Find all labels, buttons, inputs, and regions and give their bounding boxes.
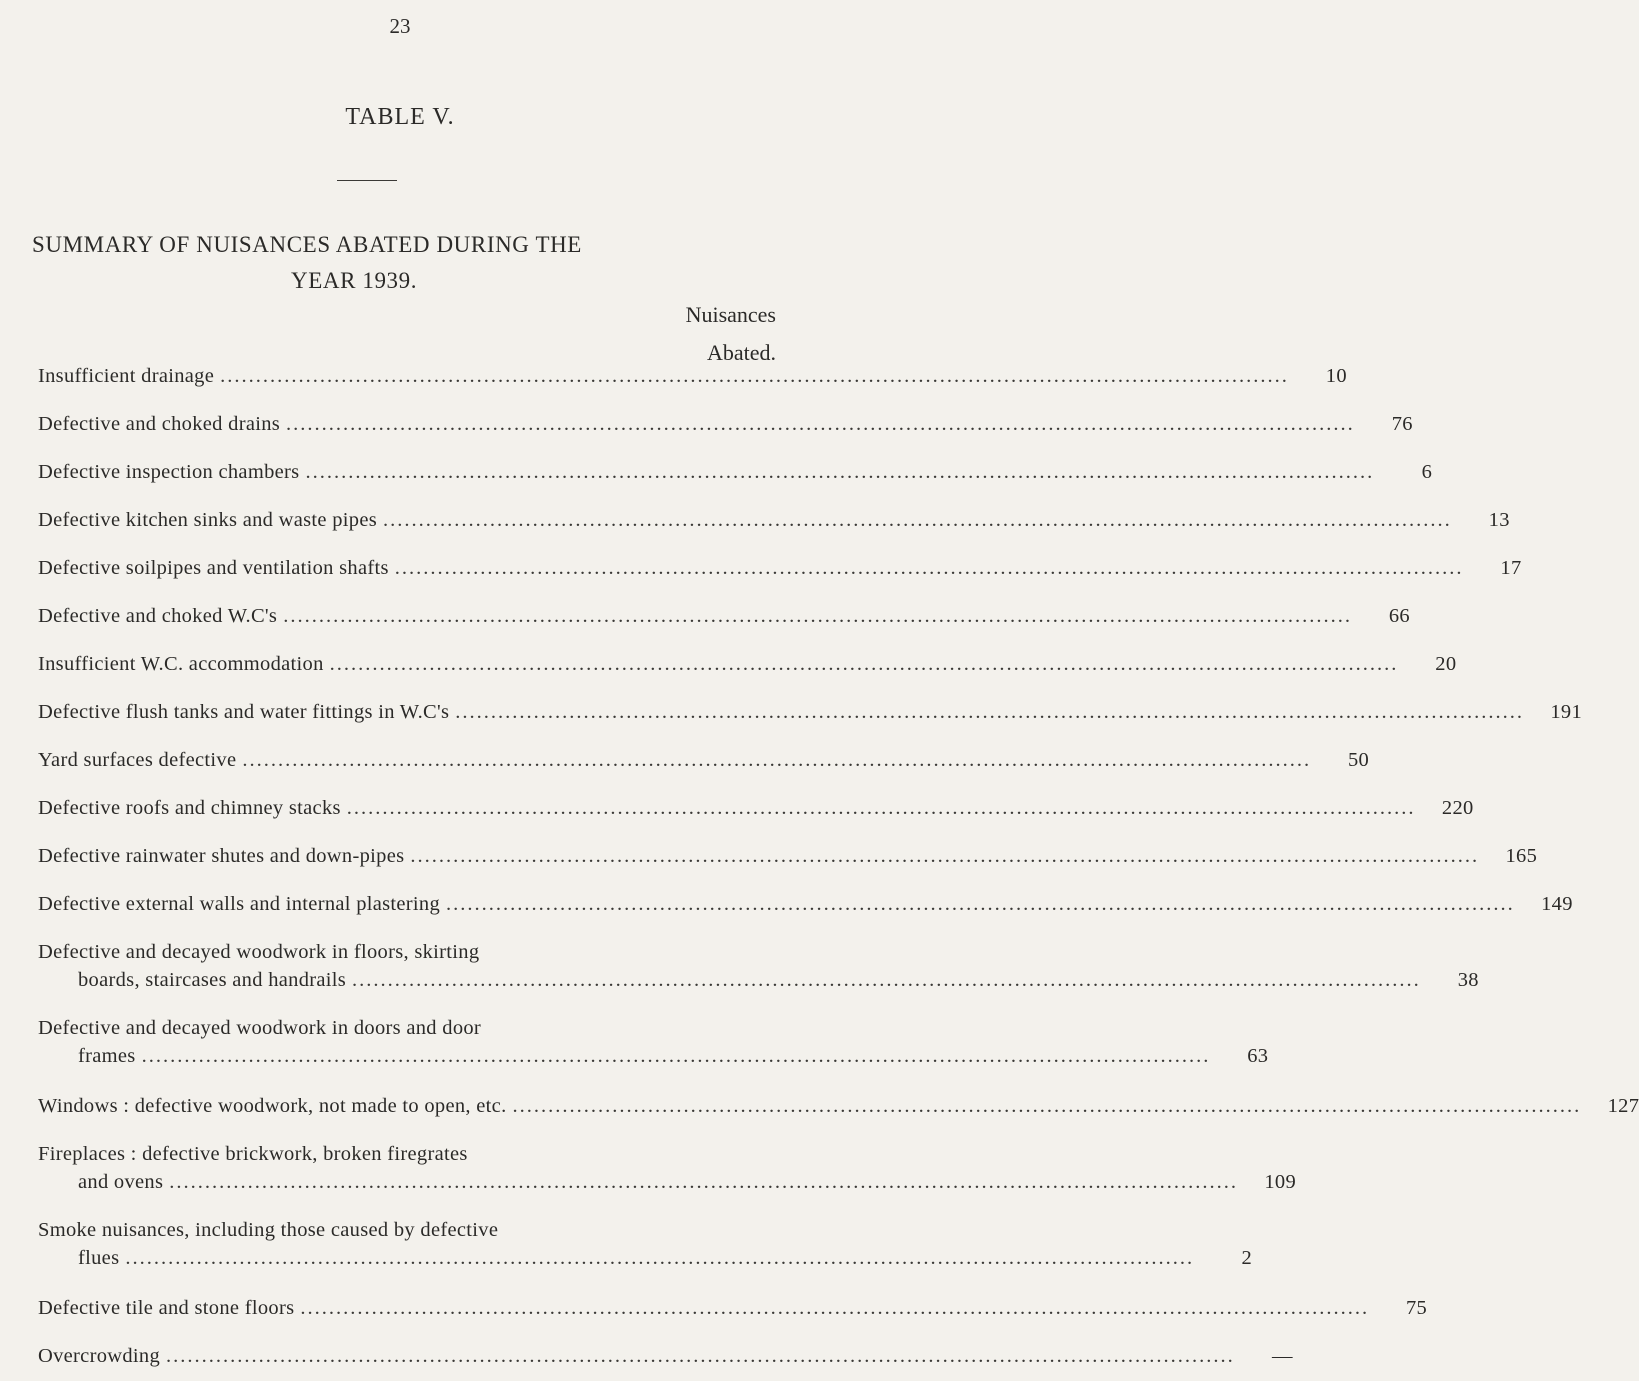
row-label: Defective and choked drains xyxy=(38,413,281,435)
row-value: 191 xyxy=(1550,701,1582,723)
table-row xyxy=(38,650,1457,678)
table-row xyxy=(38,506,1510,534)
table-row xyxy=(38,1140,1297,1196)
column-header xyxy=(686,296,776,372)
nuisance-table xyxy=(38,362,1639,1370)
row-label: Smoke nuisances, including those caused by defective xyxy=(38,1219,499,1241)
table-row xyxy=(38,842,1538,870)
row-value: 149 xyxy=(1541,893,1573,915)
row-label: Defective inspection chambers xyxy=(38,461,300,483)
row-label: flues xyxy=(78,1247,120,1269)
leader-dots: ...................................................................................................................................................... xyxy=(242,749,1312,771)
leader-dots: ...................................................................................................................................................... xyxy=(141,1045,1211,1067)
row-value: 10 xyxy=(1325,365,1347,387)
table-heading-line2: YEAR 1939. xyxy=(291,268,418,293)
row-label: boards, staircases and handrails xyxy=(78,969,347,991)
row-value: 2 xyxy=(1241,1247,1253,1269)
leader-dots: ...................................................................................................................................................... xyxy=(169,1171,1239,1193)
row-label: and ovens xyxy=(78,1171,164,1193)
table-row xyxy=(38,1294,1428,1322)
row-label: Fireplaces : defective brickwork, broken firegrates xyxy=(38,1143,468,1165)
page-number: 23 xyxy=(389,14,411,38)
leader-dots: ...................................................................................................................................................... xyxy=(446,893,1515,915)
table-row xyxy=(38,1092,1639,1120)
table-row xyxy=(38,362,1347,390)
leader-dots: ...................................................................................................................................................... xyxy=(220,365,1289,387)
column-header-line2: Abated. xyxy=(706,340,776,365)
table-row xyxy=(38,410,1413,438)
row-value: 63 xyxy=(1247,1045,1269,1067)
row-value: 75 xyxy=(1406,1297,1428,1319)
table-title: TABLE V. xyxy=(345,104,455,130)
row-value: 165 xyxy=(1505,845,1538,867)
table-row xyxy=(38,794,1474,822)
row-label: Insufficient W.C. accommodation xyxy=(38,653,324,675)
leader-dots: ...................................................................................................................................................... xyxy=(383,509,1452,531)
title-divider xyxy=(337,180,397,181)
row-label: Defective soilpipes and ventilation shafts xyxy=(38,557,389,579)
row-label: Insufficient drainage xyxy=(38,365,215,387)
row-value: 13 xyxy=(1488,509,1510,531)
row-label: Defective rainwater shutes and down-pipes xyxy=(38,845,405,867)
row-label: frames xyxy=(78,1045,136,1067)
row-label: Defective and decayed woodwork in doors and door xyxy=(38,1017,482,1039)
row-label: Defective and decayed woodwork in floors, skirting xyxy=(38,941,480,963)
leader-dots: ...................................................................................................................................................... xyxy=(512,1095,1582,1117)
row-label: Defective roofs and chimney stacks xyxy=(38,797,341,819)
table-row xyxy=(38,1014,1269,1070)
leader-dots: ...................................................................................................................................................... xyxy=(329,653,1399,675)
row-value: 66 xyxy=(1388,605,1410,627)
row-label: Windows : defective woodwork, not made to open, etc. xyxy=(38,1095,507,1117)
table-row xyxy=(38,890,1573,918)
row-label: Defective kitchen sinks and waste pipes xyxy=(38,509,378,531)
row-value: 38 xyxy=(1457,969,1479,991)
table-row xyxy=(38,602,1410,630)
leader-dots: ...................................................................................................................................................... xyxy=(166,1345,1235,1367)
row-label: Yard surfaces defective xyxy=(38,749,237,771)
row-label: Overcrowding xyxy=(38,1345,161,1367)
table-heading-line1: SUMMARY OF NUISANCES ABATED DURING THE xyxy=(32,232,582,257)
row-value: — xyxy=(1271,1345,1293,1367)
row-label: Defective external walls and internal plastering xyxy=(38,893,441,915)
table-row xyxy=(38,938,1479,994)
row-label: Defective tile and stone floors xyxy=(38,1297,295,1319)
row-value: 6 xyxy=(1421,461,1433,483)
leader-dots: ...................................................................................................................................................... xyxy=(125,1247,1195,1269)
leader-dots: ...................................................................................................................................................... xyxy=(283,605,1352,627)
row-value: 220 xyxy=(1441,797,1474,819)
row-value: 127 xyxy=(1607,1095,1639,1117)
row-label: Defective and choked W.C's xyxy=(38,605,278,627)
leader-dots: ...................................................................................................................................................... xyxy=(352,969,1421,991)
table-row xyxy=(38,698,1582,726)
leader-dots: ...................................................................................................................................................... xyxy=(305,461,1375,483)
row-value: 20 xyxy=(1435,653,1457,675)
column-header-line1: Nuisances xyxy=(685,302,776,327)
row-label: Defective flush tanks and water fittings in W.C's xyxy=(38,701,450,723)
table-row xyxy=(38,1216,1253,1272)
leader-dots: ...................................................................................................................................................... xyxy=(300,1297,1370,1319)
table-row xyxy=(38,1342,1293,1370)
table-row xyxy=(38,746,1370,774)
leader-dots: ...................................................................................................................................................... xyxy=(394,557,1464,579)
row-value: 50 xyxy=(1348,749,1370,771)
row-value: 17 xyxy=(1500,557,1522,579)
table-row xyxy=(38,458,1433,486)
leader-dots: ...................................................................................................................................................... xyxy=(346,797,1416,819)
leader-dots: ...................................................................................................................................................... xyxy=(455,701,1524,723)
leader-dots: ...................................................................................................................................................... xyxy=(410,845,1480,867)
leader-dots: ...................................................................................................................................................... xyxy=(286,413,1355,435)
table-row xyxy=(38,554,1522,582)
row-value: 76 xyxy=(1391,413,1413,435)
row-value: 109 xyxy=(1264,1171,1297,1193)
